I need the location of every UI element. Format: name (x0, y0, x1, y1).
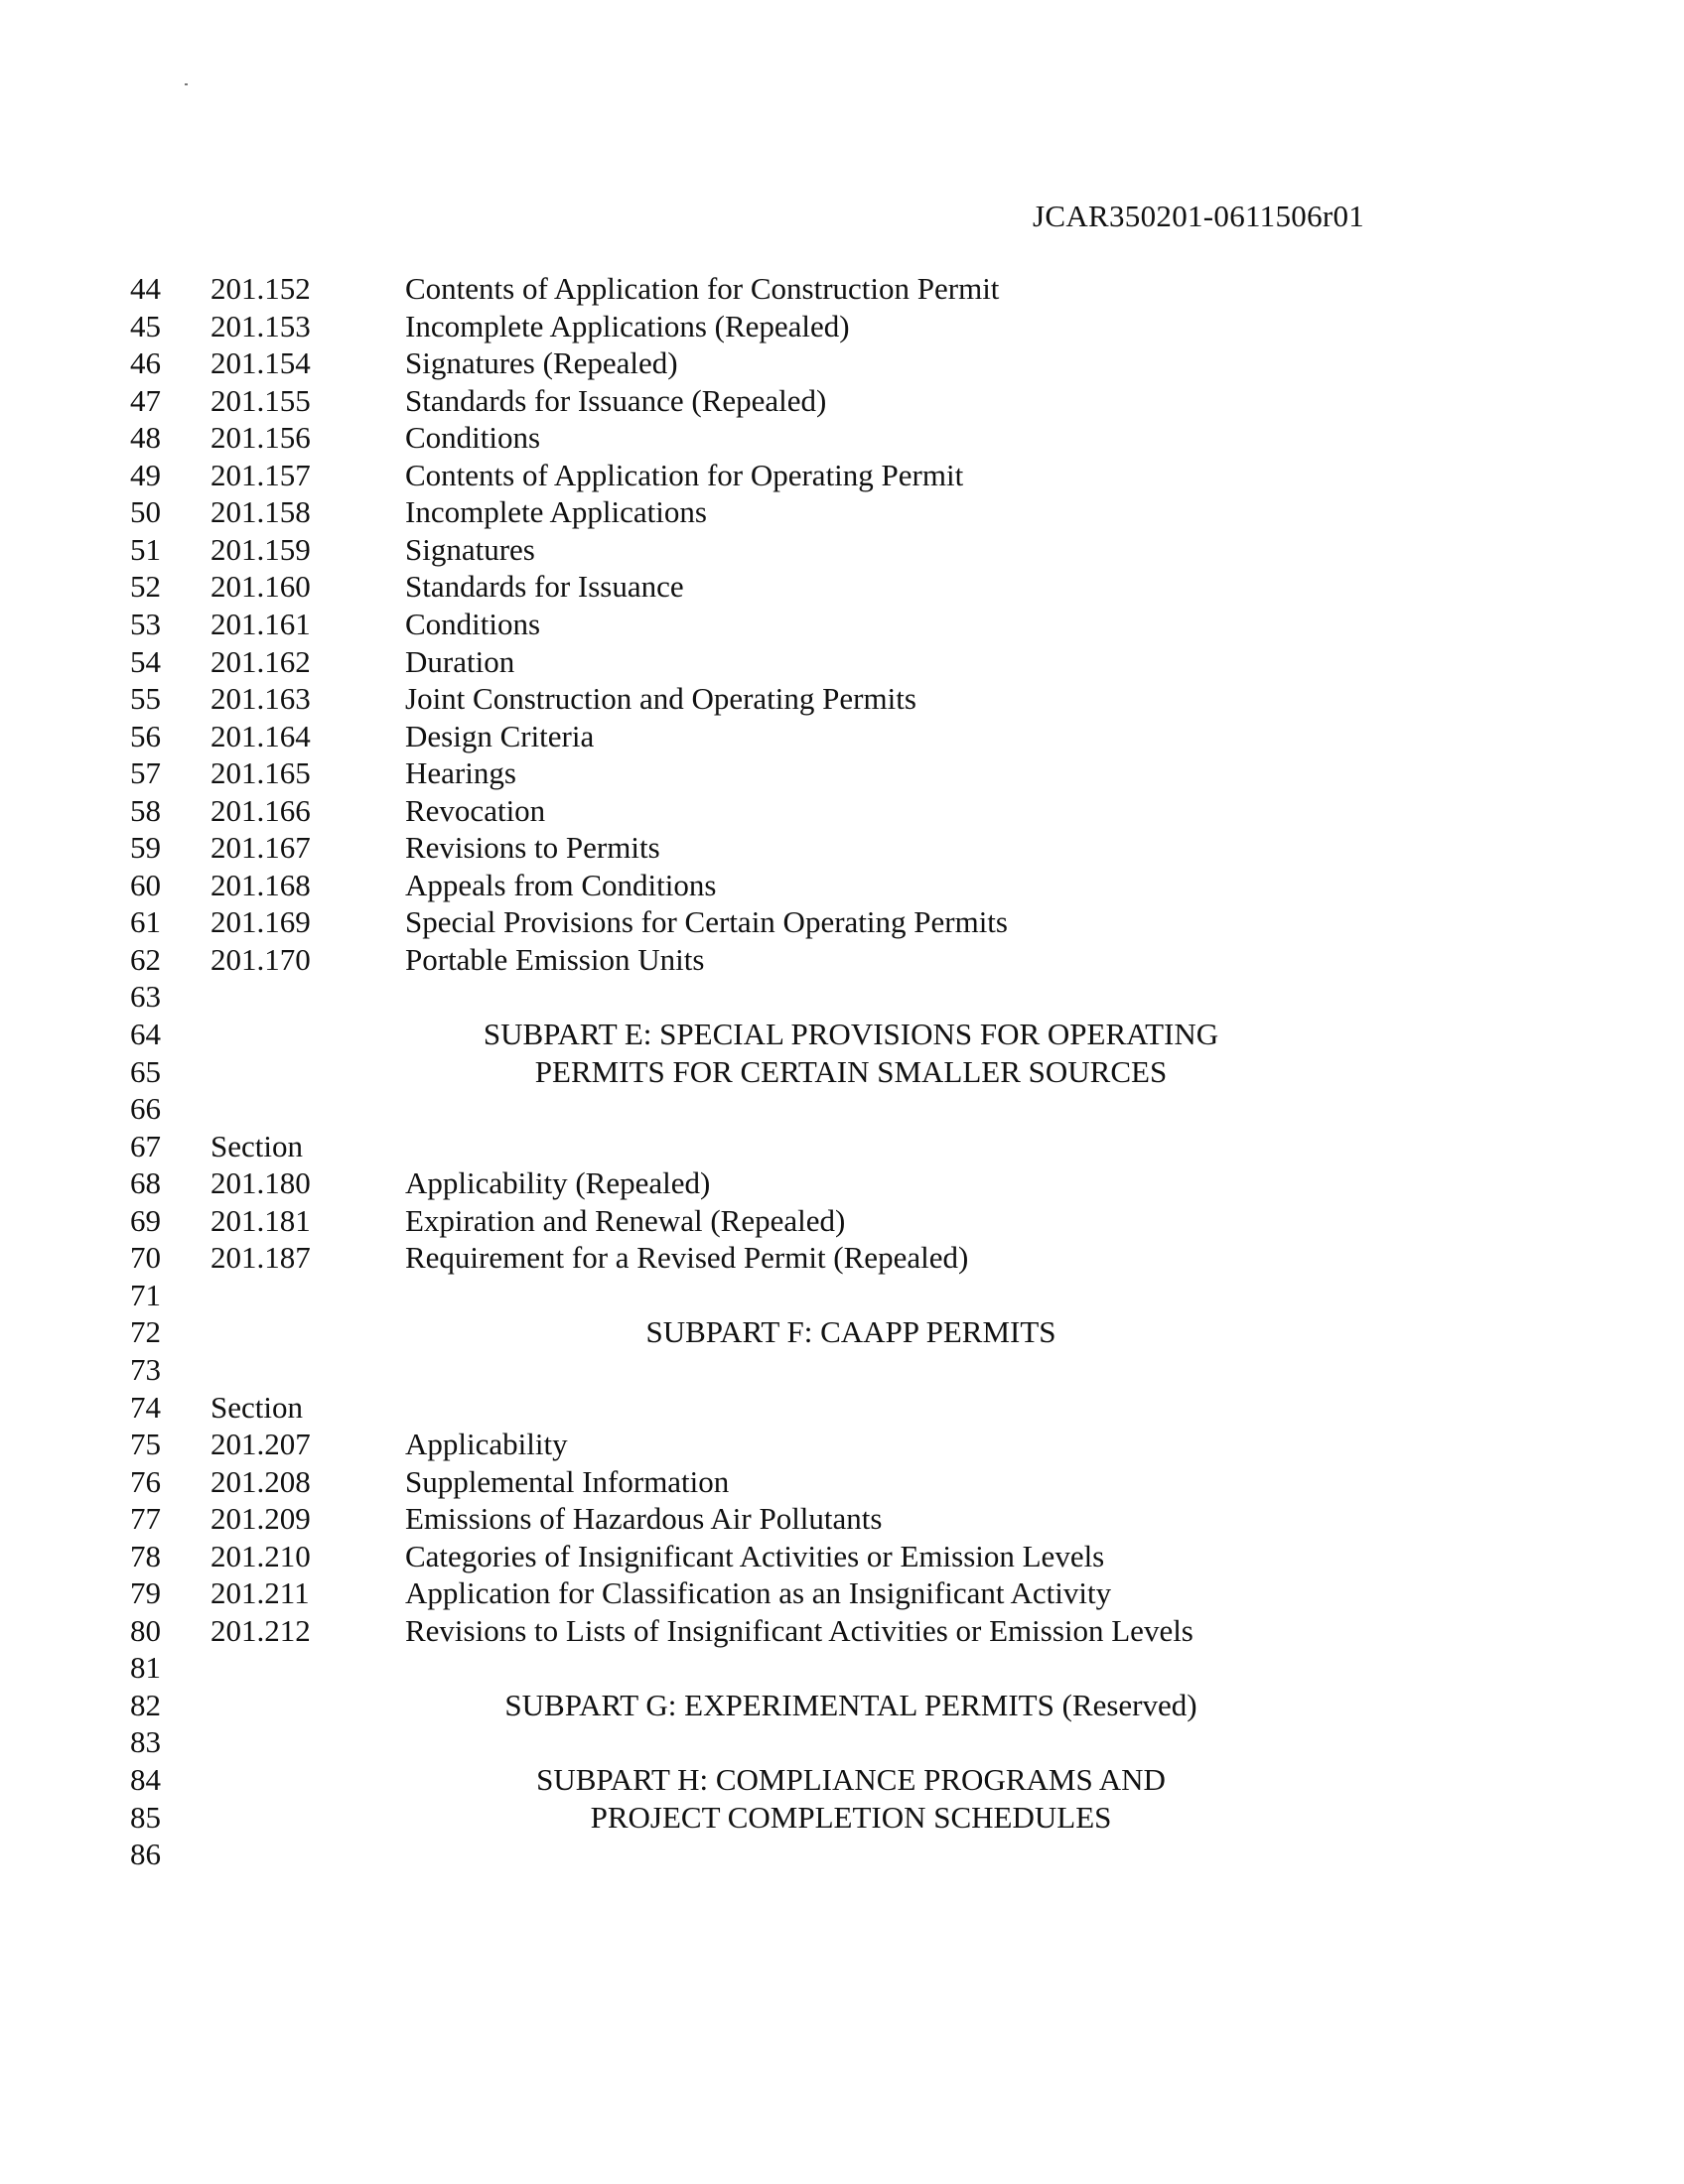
line-number: 63 (130, 979, 161, 1014)
section-number: 201.208 (210, 1464, 311, 1499)
line-number: 62 (130, 942, 161, 977)
section-title: Signatures (Repealed) (405, 345, 678, 380)
line-number: 44 (130, 271, 161, 306)
section-number: Section (210, 1129, 303, 1163)
section-number: 201.211 (210, 1575, 310, 1610)
section-number: 201.164 (210, 719, 311, 753)
section-title: Applicability (405, 1427, 568, 1461)
line-number: 51 (130, 532, 161, 567)
subpart-heading: SUBPART H: COMPLIANCE PROGRAMS AND (536, 1762, 1166, 1797)
section-title: Conditions (405, 607, 541, 641)
line-number: 53 (130, 607, 161, 641)
section-number: 201.167 (210, 830, 311, 865)
line-number: 48 (130, 420, 161, 455)
section-number: 201.212 (210, 1613, 311, 1648)
line-number: 61 (130, 904, 161, 939)
line-number: 47 (130, 383, 161, 418)
section-title: Applicability (Repealed) (405, 1165, 711, 1200)
section-title: Emissions of Hazardous Air Pollutants (405, 1501, 883, 1536)
line-number: 50 (130, 494, 161, 529)
section-title: Contents of Application for Operating Permit (405, 458, 964, 492)
section-title: Incomplete Applications (405, 494, 707, 529)
line-number: 69 (130, 1203, 161, 1238)
section-number: 201.162 (210, 644, 311, 679)
section-number: 201.161 (210, 607, 311, 641)
section-number: 201.168 (210, 868, 311, 902)
line-number: 72 (130, 1314, 161, 1349)
line-number: 45 (130, 309, 161, 343)
subpart-heading: SUBPART G: EXPERIMENTAL PERMITS (Reserved) (504, 1688, 1197, 1722)
section-title: Conditions (405, 420, 541, 455)
section-number: 201.163 (210, 681, 311, 716)
section-title: Revisions to Lists of Insignificant Activities or Emission Levels (405, 1613, 1193, 1648)
section-title: Contents of Application for Construction Permit (405, 271, 1000, 306)
line-number: 67 (130, 1129, 161, 1163)
line-number: 58 (130, 793, 161, 828)
section-number: 201.210 (210, 1539, 311, 1573)
section-number: 201.159 (210, 532, 311, 567)
section-number: 201.158 (210, 494, 311, 529)
subpart-heading: SUBPART E: SPECIAL PROVISIONS FOR OPERATING (483, 1017, 1219, 1051)
line-number: 74 (130, 1390, 161, 1425)
section-number: 201.209 (210, 1501, 311, 1536)
subpart-heading: PERMITS FOR CERTAIN SMALLER SOURCES (534, 1054, 1168, 1089)
line-number: 52 (130, 569, 161, 604)
line-number: 59 (130, 830, 161, 865)
section-title: Incomplete Applications (Repealed) (405, 309, 850, 343)
section-title: Revocation (405, 793, 546, 828)
line-number: 46 (130, 345, 161, 380)
line-number: 57 (130, 755, 161, 790)
section-number: 201.165 (210, 755, 311, 790)
section-title: Application for Classification as an Insignificant Activity (405, 1575, 1112, 1610)
line-number: 60 (130, 868, 161, 902)
section-number: 201.153 (210, 309, 311, 343)
section-number: 201.180 (210, 1165, 311, 1200)
line-number: 49 (130, 458, 161, 492)
line-number: 81 (130, 1650, 161, 1685)
line-number: 54 (130, 644, 161, 679)
section-title: Hearings (405, 755, 516, 790)
line-number: 68 (130, 1165, 161, 1200)
section-title: Categories of Insignificant Activities or Emission Levels (405, 1539, 1105, 1573)
subpart-heading: PROJECT COMPLETION SCHEDULES (590, 1800, 1112, 1835)
section-number: 201.156 (210, 420, 311, 455)
section-number: 201.181 (210, 1203, 311, 1238)
section-title: Design Criteria (405, 719, 595, 753)
line-number: 55 (130, 681, 161, 716)
section-number: 201.207 (210, 1427, 311, 1461)
section-number: 201.154 (210, 345, 311, 380)
line-number: 82 (130, 1688, 161, 1722)
section-number: Section (210, 1390, 303, 1425)
section-title: Standards for Issuance (Repealed) (405, 383, 827, 418)
line-number: 78 (130, 1539, 161, 1573)
section-title: Standards for Issuance (405, 569, 684, 604)
section-number: 201.152 (210, 271, 311, 306)
line-number: 56 (130, 719, 161, 753)
line-number: 76 (130, 1464, 161, 1499)
line-number: 84 (130, 1762, 161, 1797)
section-number: 201.187 (210, 1240, 311, 1275)
section-number: 201.155 (210, 383, 311, 418)
section-title: Joint Construction and Operating Permits (405, 681, 916, 716)
line-number: 83 (130, 1724, 161, 1759)
section-number: 201.169 (210, 904, 311, 939)
line-number: 86 (130, 1837, 161, 1871)
section-title: Supplemental Information (405, 1464, 730, 1499)
line-number: 80 (130, 1613, 161, 1648)
section-title: Signatures (405, 532, 535, 567)
section-title: Appeals from Conditions (405, 868, 717, 902)
document-id: JCAR350201-0611506r01 (1033, 199, 1365, 233)
section-number: 201.166 (210, 793, 311, 828)
section-title: Duration (405, 644, 515, 679)
line-number: 77 (130, 1501, 161, 1536)
section-number: 201.160 (210, 569, 311, 604)
line-number: 73 (130, 1352, 161, 1387)
section-number: 201.157 (210, 458, 311, 492)
line-number: 71 (130, 1278, 161, 1312)
subpart-heading: SUBPART F: CAAPP PERMITS (645, 1314, 1056, 1349)
scan-speck (185, 83, 188, 85)
section-title: Requirement for a Revised Permit (Repealed) (405, 1240, 969, 1275)
section-title: Revisions to Permits (405, 830, 660, 865)
line-number: 75 (130, 1427, 161, 1461)
section-title: Expiration and Renewal (Repealed) (405, 1203, 846, 1238)
line-number: 65 (130, 1054, 161, 1089)
section-title: Special Provisions for Certain Operating Permits (405, 904, 1008, 939)
section-title: Portable Emission Units (405, 942, 705, 977)
line-number: 85 (130, 1800, 161, 1835)
line-number: 66 (130, 1091, 161, 1126)
section-number: 201.170 (210, 942, 311, 977)
line-number: 79 (130, 1575, 161, 1610)
line-number: 70 (130, 1240, 161, 1275)
line-number: 64 (130, 1017, 161, 1051)
